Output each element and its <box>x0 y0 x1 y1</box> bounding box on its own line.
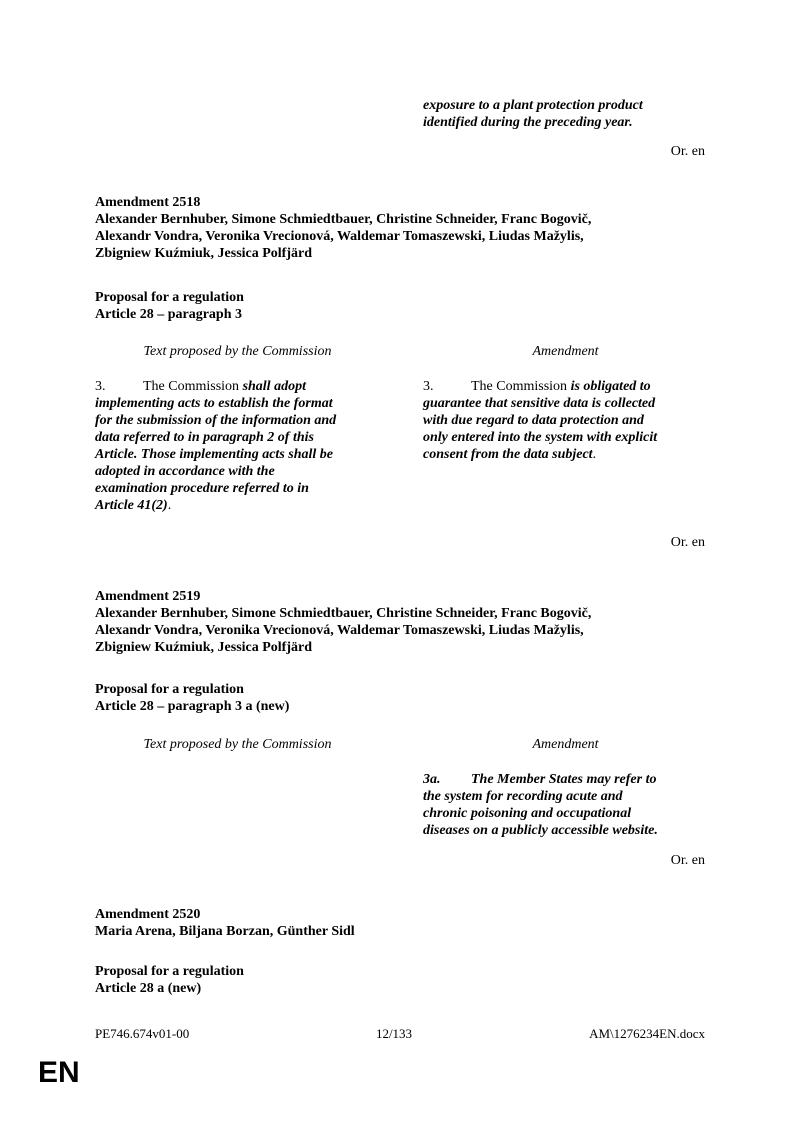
plain-text: . <box>167 498 172 513</box>
amendment-title: Amendment 2519 <box>95 589 201 604</box>
paragraph-number: 3a. <box>423 772 441 787</box>
text-line: exposure to a plant protection product <box>423 98 643 113</box>
amendment-text <box>423 378 708 463</box>
paragraph-first-line <box>423 378 708 395</box>
amendment-text <box>423 771 708 839</box>
changed-text: shall adopt <box>242 379 306 394</box>
text-line: adopted in accordance with the <box>95 464 275 479</box>
column-header-commission: Text proposed by the Commission <box>143 344 332 359</box>
page-number: 12/133 <box>375 1026 413 1041</box>
proposal-label: Proposal for a regulation <box>95 682 244 697</box>
text-line: with due regard to data protection and <box>423 413 644 428</box>
footer-reference: PE746.674v01-00 <box>95 1026 190 1041</box>
column-header-amendment: Amendment <box>532 344 599 359</box>
amendment-2520-header <box>95 906 735 940</box>
text-line: guarantee that sensitive data is collected <box>423 396 656 411</box>
text-line: implementing acts to establish the format <box>95 396 333 411</box>
text-line: only entered into the system with explicit <box>423 430 658 445</box>
proposal-label: Proposal for a regulation <box>95 290 244 305</box>
authors-line: Alexandr Vondra, Veronika Vrecionová, Waldemar Tomaszewski, Liudas Mažylis, <box>95 623 584 638</box>
column-header-commission: Text proposed by the Commission <box>143 737 332 752</box>
amendment-2519-header <box>95 588 735 656</box>
text-line: identified during the preceding year. <box>423 115 633 130</box>
text-line: the system for recording acute and <box>423 789 623 804</box>
authors-line: Alexander Bernhuber, Simone Schmiedtbauer, Christine Schneider, Franc Bogovič, <box>95 606 592 621</box>
text-line: examination procedure referred to in <box>95 481 309 496</box>
changed-text: The Member States may refer to <box>471 772 657 787</box>
paragraph-first-line <box>423 771 708 788</box>
text-line: data referred to in paragraph 2 of this <box>95 430 314 445</box>
authors-line: Zbigniew Kuźmiuk, Jessica Polfjärd <box>95 246 313 261</box>
origin-label: Or. en <box>670 144 705 159</box>
text-line: diseases on a publicly accessible website. <box>423 823 658 838</box>
paragraph-number: 3. <box>423 379 434 394</box>
article-label: Article 28 – paragraph 3 a (new) <box>95 699 290 714</box>
commission-text <box>95 378 380 514</box>
article-label: Article 28 a (new) <box>95 981 202 996</box>
paragraph-first-line <box>95 378 380 395</box>
plain-text: . <box>592 447 597 462</box>
authors-line: Zbigniew Kuźmiuk, Jessica Polfjärd <box>95 640 313 655</box>
authors-line: Alexander Bernhuber, Simone Schmiedtbauer, Christine Schneider, Franc Bogovič, <box>95 212 592 227</box>
text-line: consent from the data subject <box>423 447 593 462</box>
origin-label: Or. en <box>670 853 705 868</box>
proposal-label: Proposal for a regulation <box>95 964 244 979</box>
amendment-2519-reference <box>95 681 289 715</box>
amendment-title: Amendment 2520 <box>95 907 201 922</box>
paragraph-number: 3. <box>95 379 106 394</box>
amendment-2518-reference <box>95 289 244 323</box>
footer-document-name: AM\1276234EN.docx <box>589 1026 705 1041</box>
authors-line: Maria Arena, Biljana Borzan, Günther Sidl <box>95 924 355 939</box>
amendment-2518-header <box>95 194 735 262</box>
changed-text: is obligated to <box>570 379 651 394</box>
text-line: Article 41(2) <box>95 498 168 513</box>
plain-text: The Commission <box>143 379 243 394</box>
article-label: Article 28 – paragraph 3 <box>95 307 242 322</box>
text-line: chronic poisoning and occupational <box>423 806 632 821</box>
column-header-amendment: Amendment <box>532 737 599 752</box>
authors-line: Alexandr Vondra, Veronika Vrecionová, Waldemar Tomaszewski, Liudas Mažylis, <box>95 229 584 244</box>
language-code: EN <box>38 1056 80 1089</box>
text-line: for the submission of the information and <box>95 413 337 428</box>
amendment-2520-reference <box>95 963 244 997</box>
continued-amendment-text <box>423 97 708 131</box>
text-line: Article. Those implementing acts shall be <box>95 447 333 462</box>
plain-text: The Commission <box>471 379 571 394</box>
origin-label: Or. en <box>670 535 705 550</box>
amendment-title: Amendment 2518 <box>95 195 201 210</box>
